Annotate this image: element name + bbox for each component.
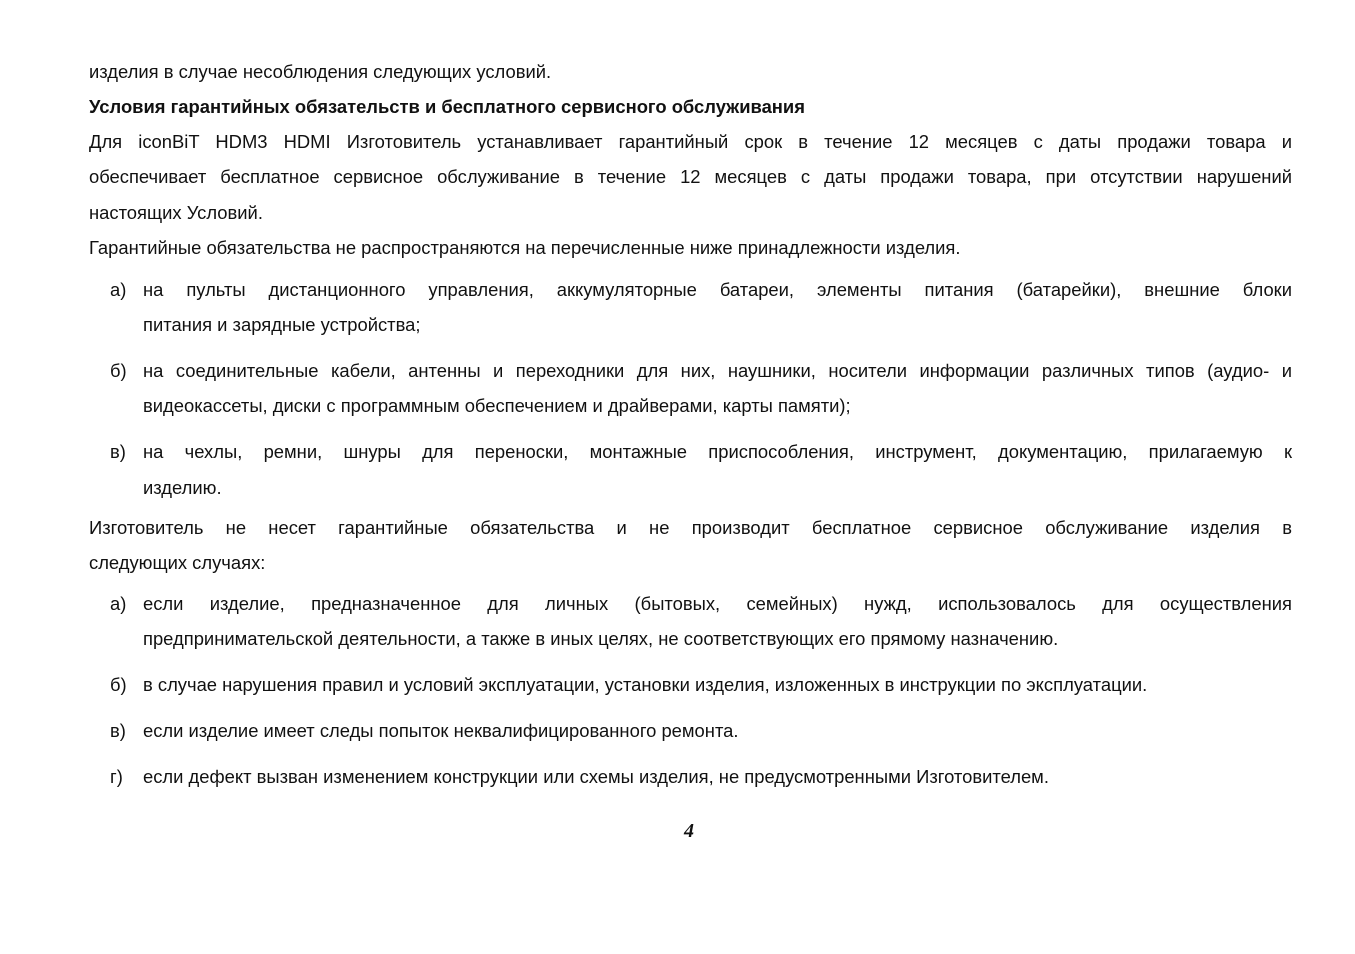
case-v-line-1: если изделие имеет следы попыток неквалифицированного ремонта. bbox=[143, 720, 739, 741]
exclusion-marker-v: в) bbox=[110, 441, 126, 462]
exclusion-v-line-2: изделию. bbox=[143, 477, 222, 498]
exclusions-intro: Гарантийные обязательства не распространяются на перечисленные ниже принадлежности изделия. bbox=[89, 237, 961, 258]
case-marker-b: б) bbox=[110, 674, 127, 695]
exclusion-marker-a: а) bbox=[110, 279, 127, 300]
warranty-paragraph-line-3: настоящих Условий. bbox=[89, 202, 263, 223]
exclusion-b-line-2: видеокассеты, диски с программным обеспечением и драйверами, карты памяти); bbox=[143, 395, 851, 416]
case-a-line-1: если изделие, предназначенное для личных (бытовых, семейных) нужд, использовалось для осуществления bbox=[143, 593, 1292, 614]
exclusion-marker-b: б) bbox=[110, 360, 127, 381]
section-heading: Условия гарантийных обязательств и бесплатного сервисного обслуживания bbox=[89, 96, 805, 117]
warranty-paragraph-line-2: обеспечивает бесплатное сервисное обслуживание в течение 12 месяцев с даты продажи товара, при отсутствии нарушений bbox=[89, 166, 1292, 187]
case-marker-v: в) bbox=[110, 720, 126, 741]
intro-tail-text: изделия в случае несоблюдения следующих условий. bbox=[89, 61, 552, 82]
exclusion-a-line-2: питания и зарядные устройства; bbox=[143, 314, 421, 335]
warranty-paragraph-line-1: Для iconBiT HDM3 HDMI Изготовитель устанавливает гарантийный срок в течение 12 месяцев с даты продажи товара и bbox=[89, 131, 1292, 152]
case-marker-a: а) bbox=[110, 593, 127, 614]
case-b-line-1: в случае нарушения правил и условий эксплуатации, установки изделия, изложенных в инструкции по эксплуатации. bbox=[143, 674, 1148, 695]
exclusion-a-line-1: на пульты дистанционного управления, аккумуляторные батареи, элементы питания (батарейки), внешние блоки bbox=[143, 279, 1292, 300]
cases-intro-line-1: Изготовитель не несет гарантийные обязательства и не производит бесплатное сервисное обслуживание изделия в bbox=[89, 517, 1292, 538]
case-a-line-2: предпринимательской деятельности, а также в иных целях, не соответствующих его прямому назначению. bbox=[143, 628, 1059, 649]
case-g-line-1: если дефект вызван изменением конструкции или схемы изделия, не предусмотренными Изготовителем. bbox=[143, 766, 1049, 787]
page-number: 4 bbox=[684, 820, 694, 842]
exclusion-b-line-1: на соединительные кабели, антенны и переходники для них, наушники, носители информации различных типов (аудио- и bbox=[143, 360, 1292, 381]
case-marker-g: г) bbox=[110, 766, 123, 787]
exclusion-v-line-1: на чехлы, ремни, шнуры для переноски, монтажные приспособления, инструмент, документацию, прилагаемую к bbox=[143, 441, 1292, 462]
cases-intro-line-2: следующих случаях: bbox=[89, 552, 266, 573]
